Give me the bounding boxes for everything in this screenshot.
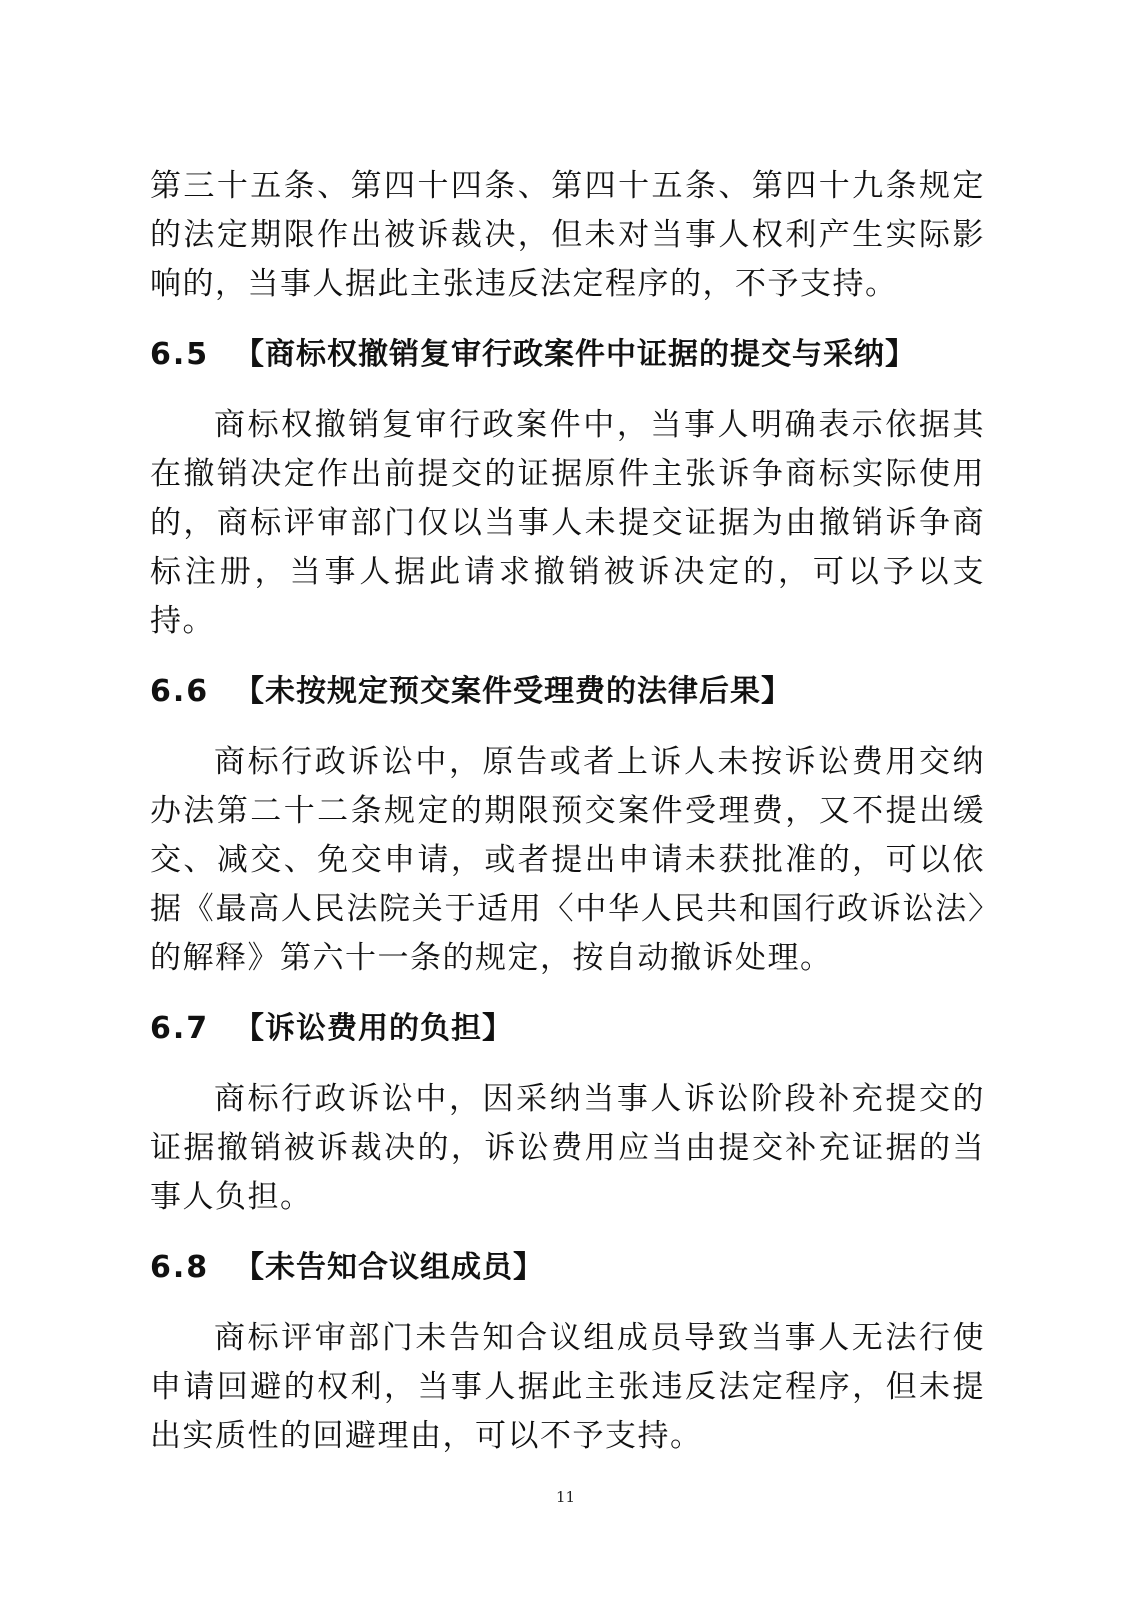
section-title: 【未告知合议组成员】 (234, 1250, 544, 1285)
section-heading-6-6 (150, 670, 985, 714)
page-number: 11 (555, 1488, 576, 1506)
page-content (150, 162, 985, 1461)
section-body-6-8: 商标评审部门未告知合议组成员导致当事人无法行使申请回避的权利，当事人据此主张违反法定程序，但未提出实质性的回避理由，可以不予支持。 (150, 1320, 985, 1454)
section-body-6-7: 商标行政诉讼中，因采纳当事人诉讼阶段补充提交的证据撤销被诉裁决的，诉讼费用应当由提交补充证据的当事人负担。 (150, 1081, 985, 1215)
section-title: 【未按规定预交案件受理费的法律后果】 (234, 674, 792, 709)
section-body-6-5: 商标权撤销复审行政案件中，当事人明确表示依据其在撤销决定作出前提交的证据原件主张诉争商标实际使用的，商标评审部门仅以当事人未提交证据为由撤销诉争商标注册，当事人据此请求撤销被诉决定的，可以予以支持。 (150, 407, 985, 639)
section-heading-6-7 (150, 1007, 985, 1051)
section-title: 【诉讼费用的负担】 (234, 1011, 513, 1046)
section-heading-6-5 (150, 333, 985, 377)
section-number: 6.6 (150, 674, 210, 709)
section-title: 【商标权撤销复审行政案件中证据的提交与采纳】 (234, 337, 916, 372)
section-number: 6.8 (150, 1250, 210, 1285)
section-number: 6.5 (150, 337, 210, 372)
section-number: 6.7 (150, 1011, 210, 1046)
intro-paragraph: 第三十五条、第四十四条、第四十五条、第四十九条规定的法定期限作出被诉裁决，但未对当事人权利产生实际影响的，当事人据此主张违反法定程序的，不予支持。 (150, 168, 985, 302)
section-heading-6-8 (150, 1246, 985, 1290)
section-body-6-6: 商标行政诉讼中，原告或者上诉人未按诉讼费用交纳办法第二十二条规定的期限预交案件受理费，又不提出缓交、减交、免交申请，或者提出申请未获批准的，可以依据《最高人民法院关于适用〈中华人民共和国行政诉讼法〉的解释》第六十一条的规定，按自动撤诉处理。 (150, 744, 985, 976)
